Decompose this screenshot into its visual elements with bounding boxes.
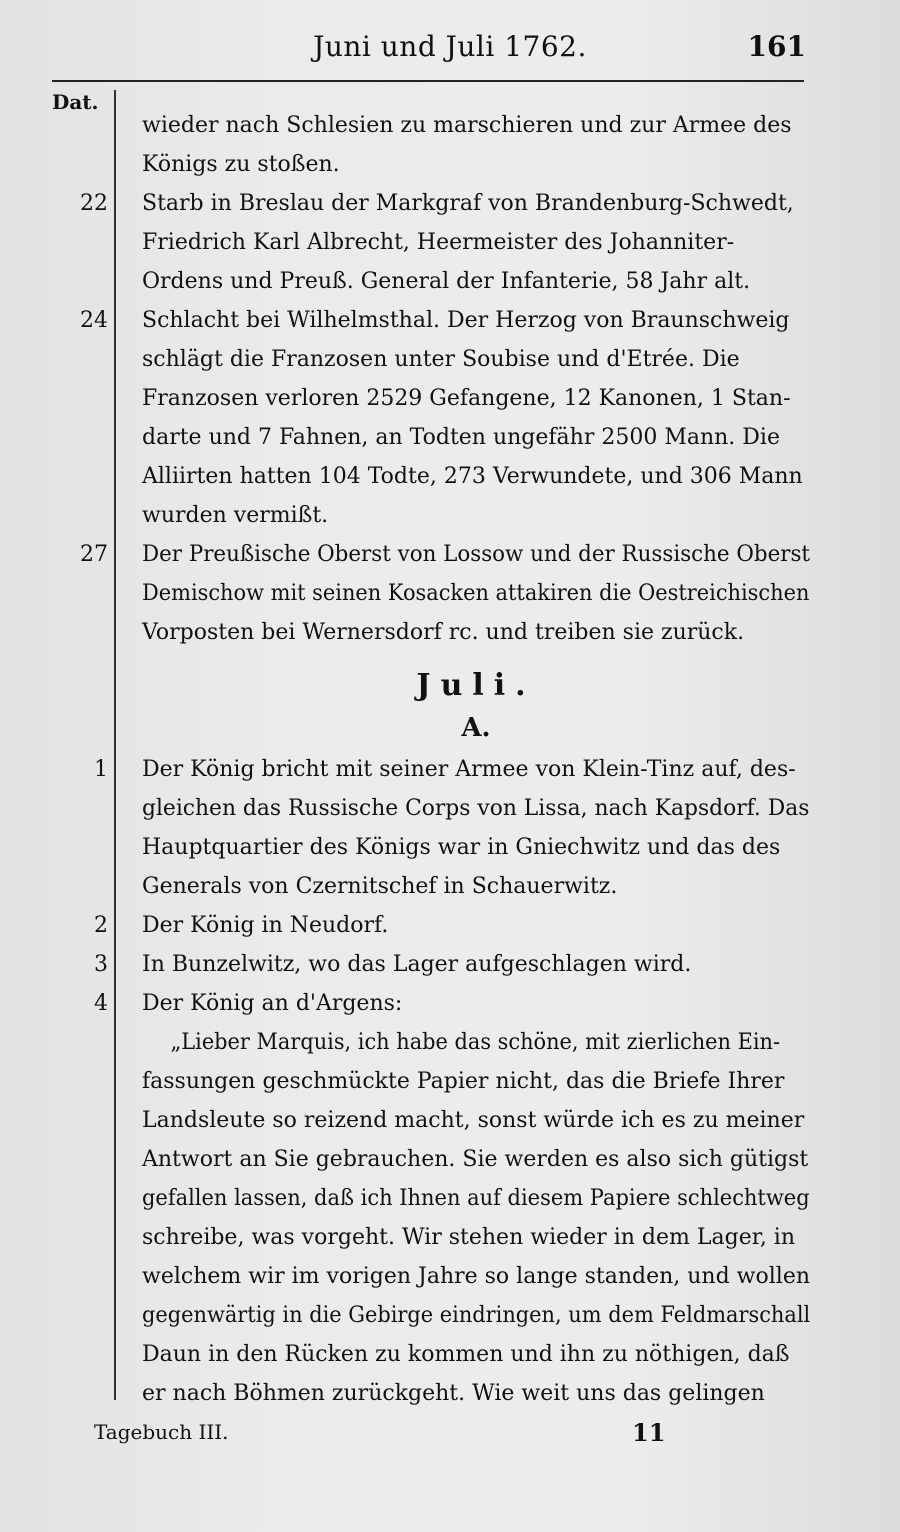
text-line: Königs zu stoßen. <box>142 152 340 177</box>
text-line: fassungen geschmückte Papier nicht, das die Briefe Ihrer <box>142 1069 785 1094</box>
text-line: „Lieber Marquis, ich habe das schöne, mit zierlichen Ein- <box>170 1030 781 1055</box>
entry <box>50 535 810 652</box>
text-line: In Bunzelwitz, wo das Lager aufgeschlagen wird. <box>142 952 692 977</box>
body-text <box>50 106 810 1413</box>
entry-date: 3 <box>94 952 108 977</box>
text-line: Demischow mit seinen Kosacken attakiren die Oestreichischen <box>142 581 810 606</box>
entry-date: 24 <box>80 308 108 333</box>
text-line: schlägt die Franzosen unter Soubise und d'Etrée. Die <box>142 347 740 372</box>
letter-quote <box>142 1023 810 1413</box>
text-line: Landsleute so reizend macht, sonst würde ich es zu meiner <box>142 1108 805 1133</box>
text-line: schreibe, was vorgeht. Wir stehen wieder in dem Lager, in <box>142 1225 796 1250</box>
header-rule <box>52 80 804 82</box>
entry-text <box>142 301 810 535</box>
text-line: Alliirten hatten 104 Todte, 273 Verwundete, und 306 Mann <box>142 464 803 489</box>
entry-date: 22 <box>80 191 108 216</box>
entry <box>50 906 810 945</box>
entry-text <box>142 184 810 301</box>
text-line: gegenwärtig in die Gebirge eindringen, um dem Feldmarschall <box>142 1303 811 1328</box>
text-line: Generals von Czernitschef in Schauerwitz. <box>142 874 618 899</box>
text-line: Ordens und Preuß. General der Infanterie, 58 Jahr alt. <box>142 269 751 294</box>
entry-date: 2 <box>94 913 108 938</box>
signature-mark: Tagebuch III. <box>94 1420 229 1444</box>
entry-date: 4 <box>94 991 108 1016</box>
entry <box>50 750 810 906</box>
text-line: gleichen das Russische Corps von Lissa, nach Kapsdorf. Das <box>142 796 810 821</box>
running-head: Juni und Juli 1762. <box>313 30 587 63</box>
text-line: Hauptquartier des Königs war in Gniechwitz und das des <box>142 835 781 860</box>
text-line: Schlacht bei Wilhelmsthal. Der Herzog von Braunschweig <box>142 308 790 333</box>
text-line: Daun in den Rücken zu kommen und ihn zu nöthigen, daß <box>142 1342 790 1367</box>
section-heading: A. <box>461 713 491 743</box>
month-heading: Juli. <box>416 668 536 703</box>
text-line: Antwort an Sie gebrauchen. Sie werden es also sich gütigst <box>142 1147 809 1172</box>
text-line: Der König an d'Argens: <box>142 991 403 1016</box>
text-line: Starb in Breslau der Markgraf von Brandenburg-Schwedt, <box>142 191 794 216</box>
text-line: gefallen lassen, daß ich Ihnen auf diesem Papiere schlechtweg <box>142 1186 810 1211</box>
text-line: er nach Böhmen zurückgeht. Wie weit uns das gelingen <box>142 1381 765 1406</box>
entry <box>50 984 810 1023</box>
page-number: 161 <box>747 30 806 63</box>
entry <box>50 945 810 984</box>
text-line: Der König in Neudorf. <box>142 913 389 938</box>
entry-text <box>142 906 810 945</box>
text-line: wurden vermißt. <box>142 503 329 528</box>
entry-text <box>142 535 810 652</box>
entry <box>50 184 810 301</box>
entry <box>50 106 810 184</box>
text-line: Der König bricht mit seiner Armee von Klein-Tinz auf, des- <box>142 757 796 782</box>
entry-date: 27 <box>80 542 108 567</box>
text-line: welchem wir im vorigen Jahre so lange standen, und wollen <box>142 1264 811 1289</box>
entry-text <box>142 945 810 984</box>
text-line: darte und 7 Fahnen, an Todten ungefähr 2500 Mann. Die <box>142 425 780 450</box>
entry <box>50 301 810 535</box>
entry-text <box>142 106 810 184</box>
text-line: Franzosen verloren 2529 Gefangene, 12 Kanonen, 1 Stan- <box>142 386 791 411</box>
text-line: Friedrich Karl Albrecht, Heermeister des Johanniter- <box>142 230 735 255</box>
text-line: wieder nach Schlesien zu marschieren und zur Armee des <box>142 113 792 138</box>
text-line: Der Preußische Oberst von Lossow und der Russische Oberst <box>142 542 811 567</box>
date-column-label: Dat. <box>52 90 99 114</box>
entry-text <box>142 984 810 1023</box>
entry-text <box>142 750 810 906</box>
text-line: Vorposten bei Wernersdorf rc. und treiben sie zurück. <box>142 620 745 645</box>
entry-date: 1 <box>94 757 108 782</box>
signature-number: 11 <box>632 1418 666 1447</box>
